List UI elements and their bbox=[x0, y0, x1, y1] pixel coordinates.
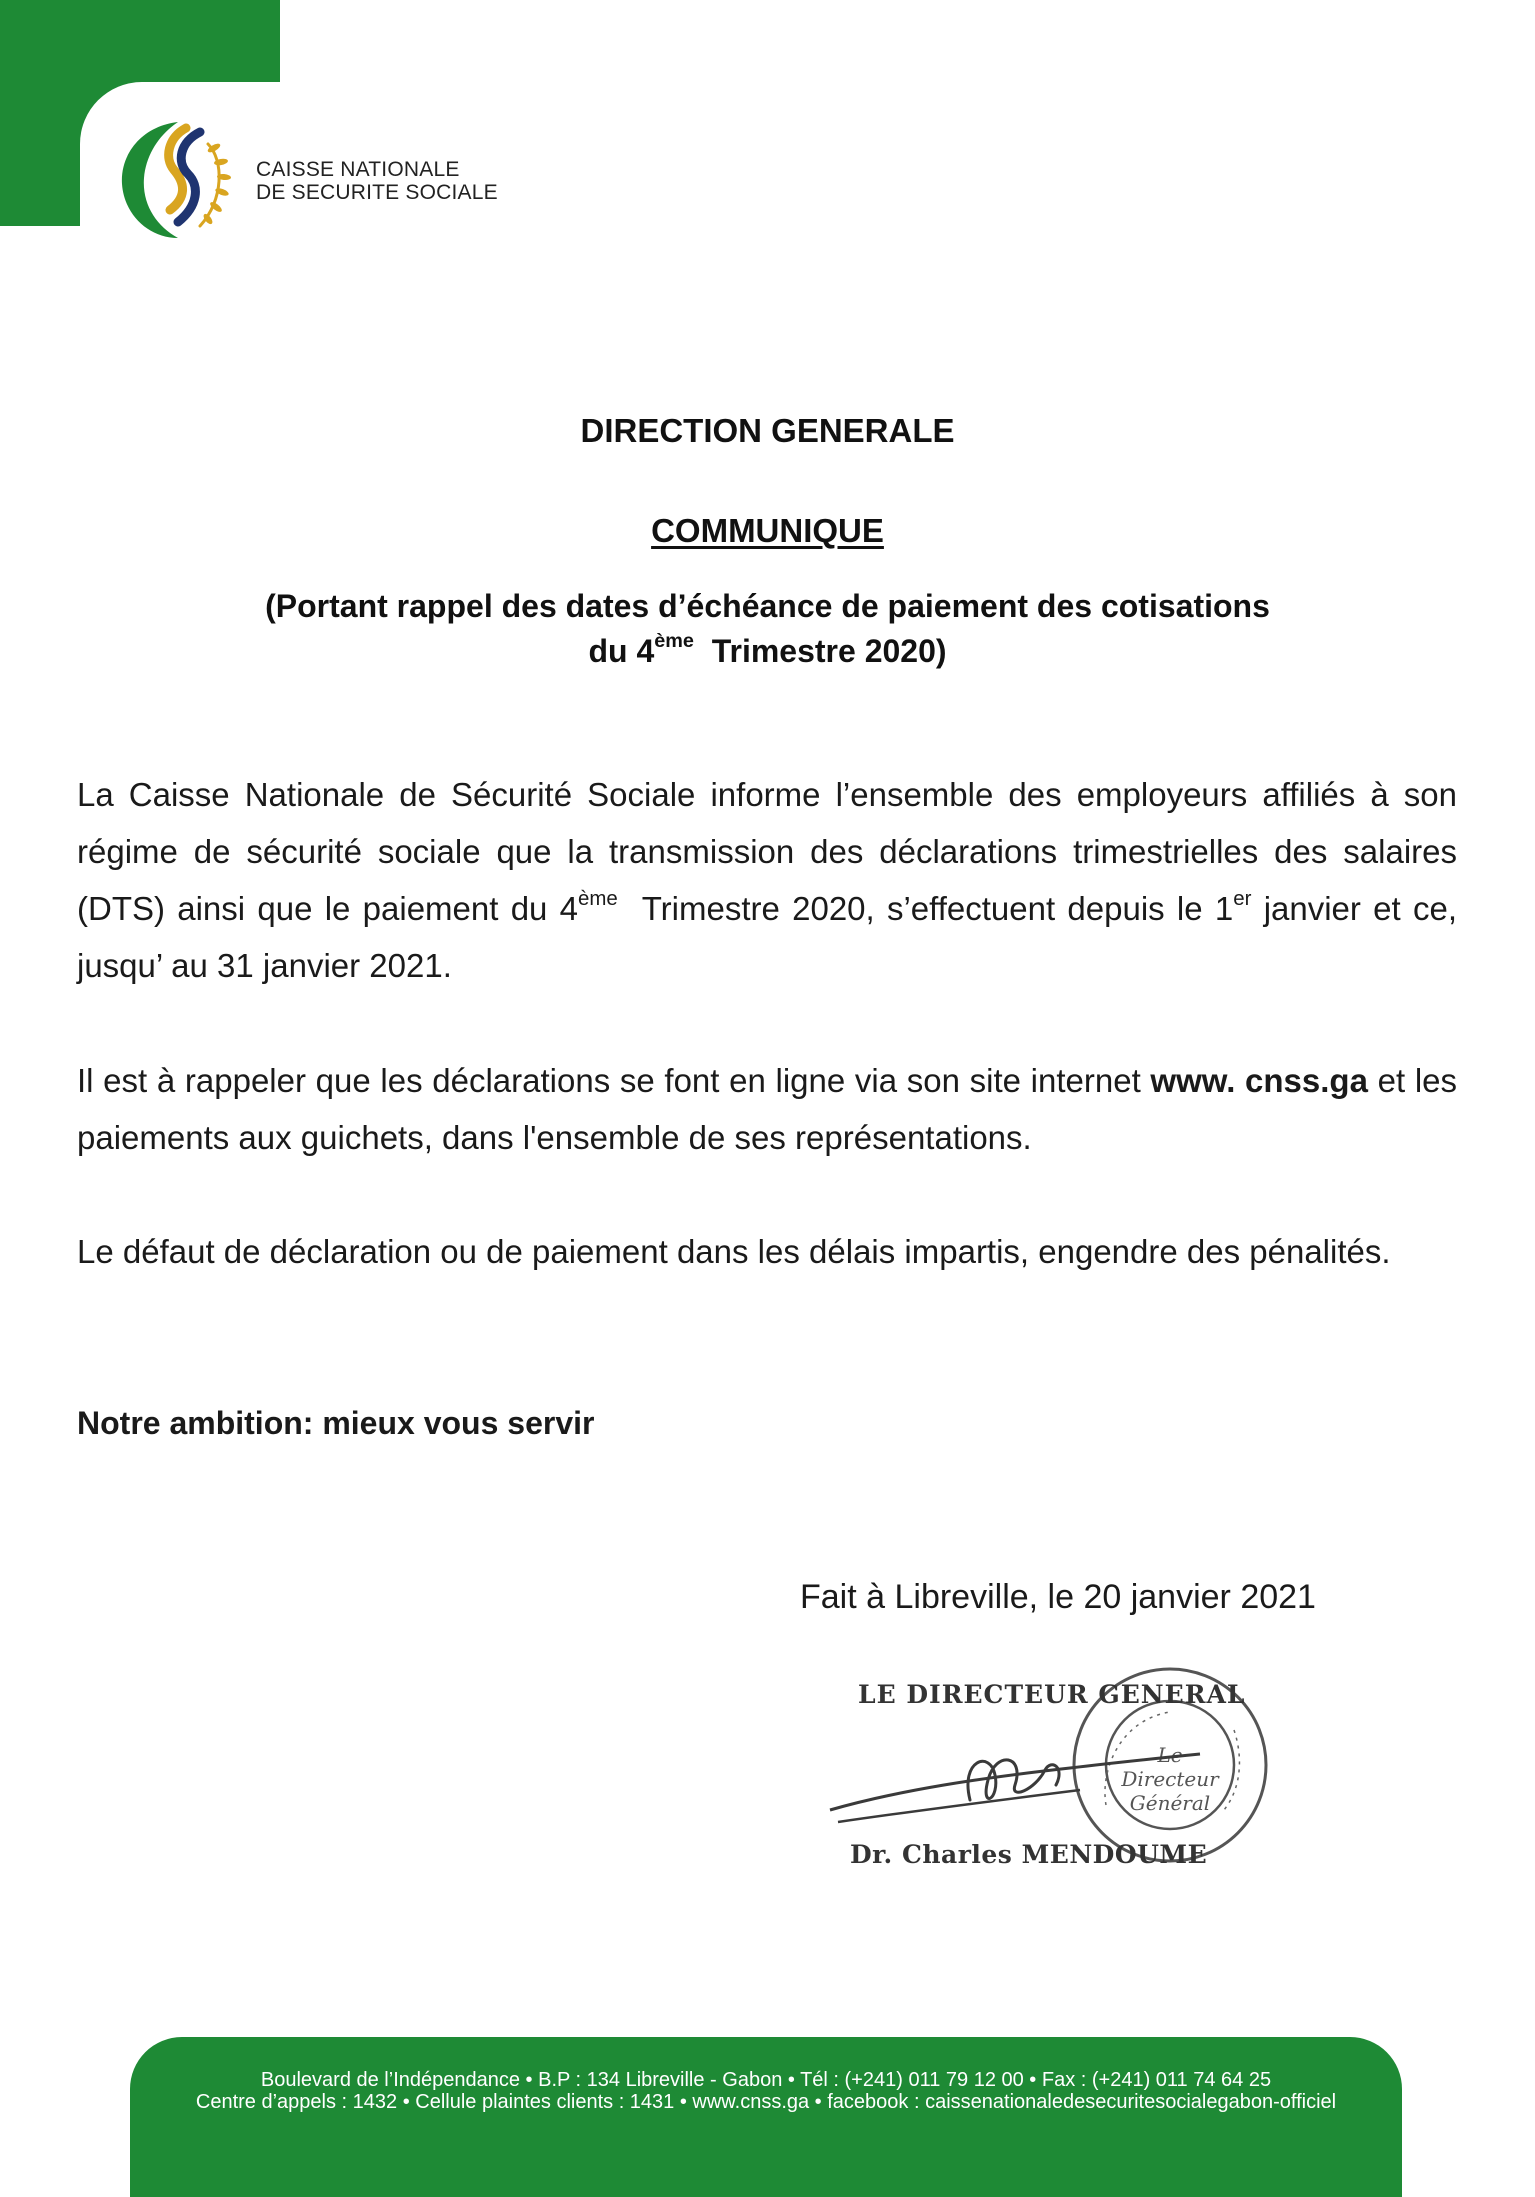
paragraph-announcement bbox=[77, 766, 1457, 994]
paragraph-penalties: Le défaut de déclaration ou de paiement dans les délais impartis, engendre des pénalités. bbox=[77, 1233, 1391, 1270]
paragraph-line: paiements aux guichets, dans l'ensemble de ses représentations. bbox=[77, 1119, 1032, 1156]
subtitle-line1: (Portant rappel des dates d’échéance de paiement des cotisations bbox=[265, 588, 1270, 624]
organization-name-line2: DE SECURITE SOCIALE bbox=[256, 181, 498, 204]
subtitle-line2: du 4ème Trimestre 2020) bbox=[588, 630, 947, 669]
paragraph-line: (DTS) ainsi que le paiement du 4ème Trimestre 2020, s’effectuent depuis le 1er janvier et ce, bbox=[77, 886, 1457, 927]
svg-text:Général: Général bbox=[1129, 1791, 1211, 1815]
paragraph-line: jusqu’ au 31 janvier 2021. bbox=[77, 947, 452, 984]
place-and-date: Fait à Libreville, le 20 janvier 2021 bbox=[800, 1578, 1316, 1616]
cnss-logo-icon bbox=[116, 114, 246, 244]
organization-name bbox=[256, 158, 498, 204]
signer-title: LE DIRECTEUR GENERAL bbox=[858, 1680, 1246, 1709]
signature-block bbox=[820, 1650, 1280, 1880]
paragraph-line: Il est à rappeler que les déclarations se font en ligne via son site internet www. cnss.ga et les bbox=[77, 1062, 1458, 1099]
footer-contact-band bbox=[130, 2037, 1402, 2197]
footer-address-line: Boulevard de l’Indépendance • B.P : 134 Libreville - Gabon • Tél : (+241) 011 79 12 00 • Fax : (+241) 011 74 64 25 bbox=[260, 2069, 1272, 2091]
communique-heading: COMMUNIQUE bbox=[651, 512, 884, 549]
communique-subtitle bbox=[0, 584, 1535, 674]
motto: Notre ambition: mieux vous servir bbox=[77, 1405, 595, 1441]
paragraph-line: La Caisse Nationale de Sécurité Sociale informe l’ensemble des employeurs affiliés à son bbox=[77, 776, 1457, 813]
direction-heading: DIRECTION GENERALE bbox=[580, 412, 955, 449]
signer-name: Dr. Charles MENDOUME bbox=[850, 1840, 1208, 1869]
website-link[interactable]: www. cnss.ga bbox=[1150, 1062, 1368, 1099]
svg-text:Le: Le bbox=[1157, 1743, 1183, 1767]
svg-text:Directeur: Directeur bbox=[1121, 1767, 1219, 1791]
paragraph-line: régime de sécurité sociale que la transmission des déclarations trimestrielles des salaires bbox=[77, 833, 1457, 870]
organization-name-line1: CAISSE NATIONALE bbox=[256, 158, 460, 181]
paragraph-online-declarations bbox=[77, 1052, 1457, 1166]
footer-contacts-line: Centre d’appels : 1432 • Cellule plaintes clients : 1431 • www.cnss.ga • facebook : caissenationaledesecuritesocialegabon-officiel bbox=[195, 2091, 1337, 2113]
